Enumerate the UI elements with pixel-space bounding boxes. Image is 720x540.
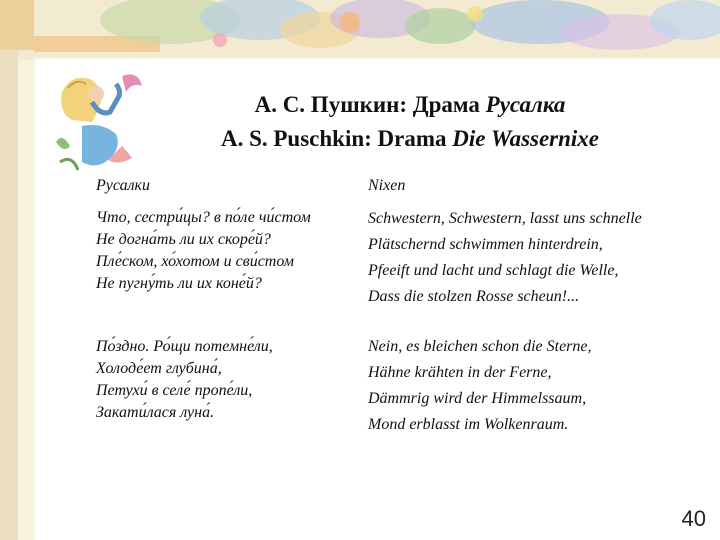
russian-stanza-1 <box>96 207 311 295</box>
poem-line: Не догна́ть ли их скоре́й? <box>96 231 271 248</box>
poem-line: Dämmrig wird der Himmelssaum, <box>368 390 587 407</box>
poem-line: Что, сестри́цы? в по́ле чи́стом <box>96 209 311 226</box>
poem-line: Nein, es bleichen schon die Sterne, <box>368 338 592 355</box>
poem-line: Hähne krähten in der Ferne, <box>368 364 552 381</box>
slide-title <box>130 88 690 156</box>
decorative-top-banner <box>20 0 720 58</box>
german-column-header: Nixen <box>368 177 406 194</box>
german-stanza-1 <box>368 206 642 310</box>
poem-line: Schwestern, Schwestern, lasst uns schnelle <box>368 210 642 227</box>
title-ru-work: Русалка <box>485 92 566 117</box>
poem-line: Не пугну́ть ли их коне́й? <box>96 275 262 292</box>
title-line-russian <box>130 88 690 122</box>
german-stanza-2 <box>368 334 592 438</box>
russian-stanza-2 <box>96 336 273 424</box>
title-de-work: Die Wassernixe <box>452 126 600 151</box>
russian-column-header: Русалки <box>96 177 151 194</box>
title-de-prefix: A. S. Puschkin: Drama <box>220 126 453 151</box>
title-ru-prefix: А. С. Пушкин: Драма <box>254 92 486 117</box>
decorative-left-banner <box>0 0 34 540</box>
poem-line: Pfeeift und lacht und schlagt die Welle, <box>368 262 619 279</box>
poem-line: Холоде́ет глубина́, <box>96 360 222 377</box>
poem-line: Закати́лася луна́. <box>96 404 215 421</box>
page-number: 40 <box>681 506 706 531</box>
poem-line: Mond erblasst im Wolkenraum. <box>368 416 569 433</box>
poem-line: Пле́ском, хо́хотом и сви́стом <box>96 253 294 270</box>
poem-line: Dass die stolzen Rosse scheun!... <box>368 288 580 305</box>
poem-line: По́здно. Ро́щи потемне́ли, <box>96 338 273 355</box>
title-line-german <box>130 122 690 156</box>
poem-line: Plätschernd schwimmen hinterdrein, <box>368 236 603 253</box>
poem-line: Петухи́ в селе́ пропе́ли, <box>96 382 253 399</box>
